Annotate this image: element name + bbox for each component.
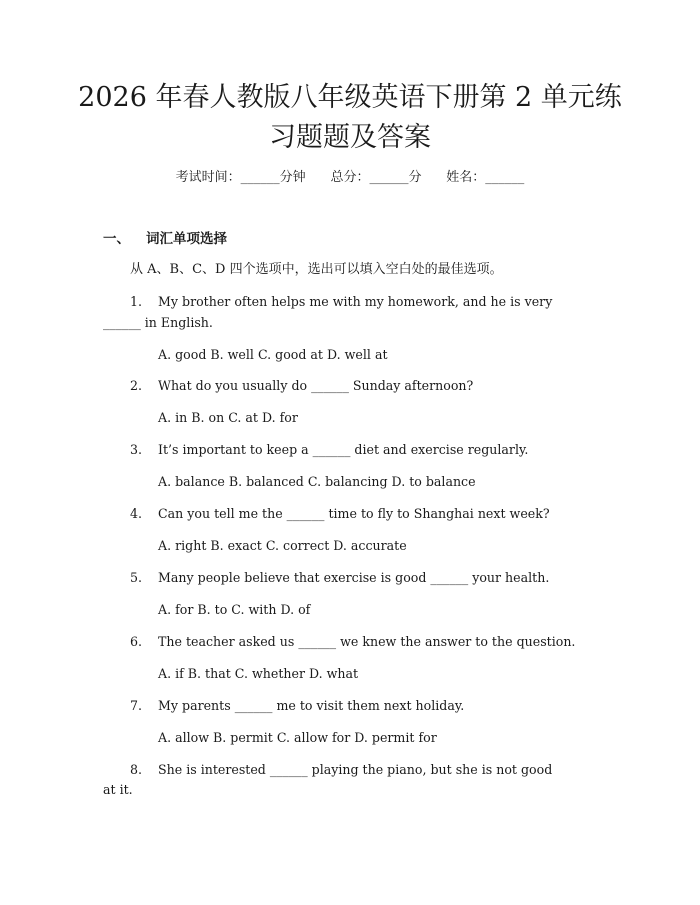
question-text: My brother often helps me with my homework, and he is very	[158, 294, 553, 309]
exam-time-label: 考试时间：______分钟	[175, 170, 306, 185]
question-text: She is interested ______ playing the piano, but she is not good	[158, 762, 553, 777]
section-number: 一、	[103, 231, 130, 247]
section-heading	[103, 229, 227, 249]
question-text: Can you tell me the ______ time to fly to Shanghai next week?	[158, 506, 550, 521]
question-number: 7.	[130, 698, 143, 713]
question-options: A. for B. to C. with D. of	[158, 602, 311, 617]
question-text: My parents ______ me to visit them next holiday.	[158, 698, 465, 713]
question-number: 2.	[130, 378, 143, 393]
question-number: 4.	[130, 506, 143, 521]
question-text: Many people believe that exercise is good ______ your health.	[158, 570, 550, 585]
question-continuation: ______ in English.	[103, 315, 213, 330]
section-title: 词汇单项选择	[146, 231, 227, 247]
section-instruction: 从 A、B、C、D 四个选项中，选出可以填入空白处的最佳选项。	[130, 262, 503, 277]
question-number: 1.	[130, 294, 143, 309]
question-number: 6.	[130, 634, 143, 649]
question-options: A. right B. exact C. correct D. accurate	[158, 538, 407, 553]
title-line-1: 2026 年春人教版八年级英语下册第 2 单元练	[78, 82, 622, 113]
question-options: A. in B. on C. at D. for	[158, 410, 298, 425]
document-title	[60, 78, 640, 158]
question-options: A. balance B. balanced C. balancing D. to balance	[158, 474, 476, 489]
question-number: 3.	[130, 442, 143, 457]
question-number: 8.	[130, 762, 143, 777]
exam-meta	[0, 168, 700, 188]
question-text: The teacher asked us ______ we knew the answer to the question.	[158, 634, 576, 649]
title-line-2: 习题题及答案	[269, 122, 431, 153]
question-continuation: at it.	[103, 782, 133, 797]
question-options: A. good B. well C. good at D. well at	[158, 347, 388, 362]
question-text: It’s important to keep a ______ diet and exercise regularly.	[158, 442, 529, 457]
total-score-label: 总分：______分	[330, 170, 422, 185]
question-text: What do you usually do ______ Sunday afternoon?	[158, 378, 474, 393]
question-options: A. if B. that C. whether D. what	[158, 666, 359, 681]
question-options: A. allow B. permit C. allow for D. permit for	[158, 730, 437, 745]
student-name-label: 姓名：______	[446, 170, 525, 185]
question-number: 5.	[130, 570, 143, 585]
